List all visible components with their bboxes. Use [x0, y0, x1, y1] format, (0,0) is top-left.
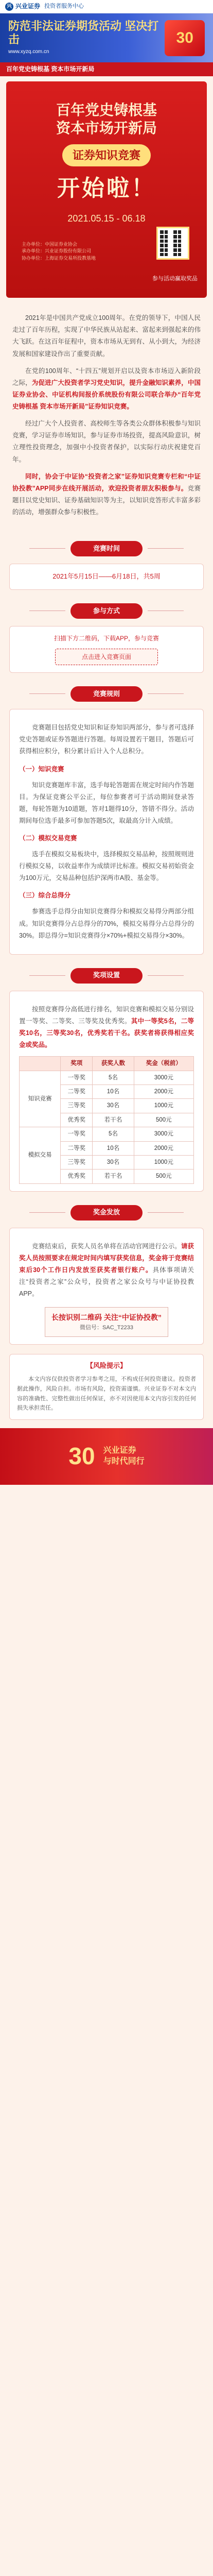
wechat-qr-box[interactable] [45, 1307, 168, 1337]
contest-time: 2021年5月15日——6月18日，共5周 [52, 572, 161, 581]
intro-highlight: 为促进广大投资者学习党史知识，提升金融知识素养，中国证券业协会、中证机构间报价系统股份有限公司联合举办“百年党史铸根基 资本市场开新局”证券知识竞赛。 [12, 379, 201, 411]
poster-orgs [22, 241, 96, 262]
intro-section [0, 303, 213, 528]
table-cell: 一等奖 [61, 1127, 93, 1141]
table-cell: 一等奖 [61, 1071, 93, 1084]
table-cell: 二等奖 [61, 1085, 93, 1099]
brand-name: 兴业证券 [15, 2, 41, 10]
table-header-row [20, 1057, 194, 1071]
table-cell: 若干名 [93, 1113, 134, 1127]
footer-anniversary-badge: 30 [68, 1443, 95, 1470]
award-card [9, 1228, 204, 1345]
intro-text: 在党的100周年、“十四五”规划开启以及资本市场迈入新阶段之际， [12, 367, 201, 386]
table-cell: 10名 [93, 1085, 134, 1099]
table-cell: 500元 [134, 1113, 193, 1127]
table-cell: 2000元 [134, 1085, 193, 1099]
time-card [9, 564, 204, 590]
section-header-prize: 奖项设置 [70, 968, 143, 984]
banner-headline: 防范非法证券期货活动 坚决打击 [8, 20, 159, 46]
footer-line: 兴业证券 [103, 1446, 136, 1455]
prize-card [9, 991, 204, 1192]
footer-slogan [103, 1446, 145, 1467]
prize-table [19, 1056, 194, 1184]
section-header-participate: 参与方式 [70, 603, 143, 619]
intro-text: 竞赛题目以党史知识、证券基础知识等为主，以知识竞答形式丰富多彩的活动，增强群众参与积极性。 [12, 484, 201, 516]
table-cell: 三等奖 [61, 1156, 93, 1170]
rules-card [9, 709, 204, 955]
footer-line: 与时代同行 [103, 1456, 145, 1466]
intro-paragraph-3: 经过广大个人投资者、高校师生等各类公众群体积极参与知识竞赛，学习证券市场知识，参与证券市场投资，提高风险意识，树立理性投资理念，加强中小投资者保护，以实际行动庆祝建党百年。 [12, 420, 201, 463]
table-header: 奖金（税前） [134, 1057, 193, 1071]
table-cell: 30名 [93, 1099, 134, 1113]
table-cell: 1000元 [134, 1099, 193, 1113]
section-header-rules: 竞赛规则 [70, 686, 143, 702]
prize-highlight: 其中一等奖5名，二等奖10名，三等奖30名，优秀奖若干名。获奖者将获得相应奖金或奖品。 [19, 1017, 194, 1049]
risk-text: 本文内容仅供投资者学习参考之用，不构成任何投资建议。投资者据此操作，风险自担。市场有风险，投资需谨慎。兴业证券不对本文内容的准确性、完整性做出任何保证，亦不对因使用本文内容引发的任何损失承担责任。 [17, 1376, 196, 1412]
column-strip: 百年党史铸根基 资本市场开新局 [0, 62, 213, 76]
table-cell: 3000元 [134, 1071, 193, 1084]
anniversary-badge: 30 [165, 20, 205, 56]
table-cell: 3000元 [134, 1127, 193, 1141]
table-cell: 30名 [93, 1156, 134, 1170]
table-group-cell: 知识竞赛 [20, 1071, 61, 1127]
table-group-cell: 模拟交易 [20, 1127, 61, 1184]
poster-org: 承办单位：兴业证券股份有限公司 [22, 248, 92, 254]
poster-start: 开始啦！ [57, 176, 156, 201]
risk-card [9, 1354, 204, 1420]
rule3-heading: （三）综合总得分 [19, 892, 71, 900]
poster-date: 2021.05.15 - 06.18 [67, 213, 146, 224]
award-text: 竞赛结束后，获奖人员名单将在活动官网进行公示。 [32, 1242, 181, 1250]
brand-logo [5, 2, 40, 11]
table-cell: 2000元 [134, 1141, 193, 1155]
intro-paragraph-2 [12, 365, 201, 413]
table-cell: 1000元 [134, 1156, 193, 1170]
intro-paragraph-1: 2021年是中国共产党成立100周年。在党的领导下，中国人民走过了百年历程，实现了中华民族从站起来、富起来到强起来的伟大飞跃。在这百年征程中，资本市场从无到有、从小到大，为经济发展和国家建设作出了重要贡献。 [12, 314, 201, 358]
rule3-text: 参赛选手总得分由知识竞赛得分和模拟交易得分两部分组成。知识竞赛得分占总得分的70%，模拟交易得分占总得分的30%。即总得分=知识竞赛得分×70%+模拟交易得分×30%。 [19, 908, 194, 939]
table-header: 奖项 [61, 1057, 93, 1071]
poster-org: 协办单位：上海证券交易所投教基地 [22, 255, 96, 261]
poster-title-line2: 资本市场开新局 [56, 120, 157, 137]
poster-title-line1: 百年党史铸根基 [56, 102, 157, 118]
participate-card [9, 626, 204, 673]
section-header-time: 竞赛时间 [70, 541, 143, 556]
brand-mark-icon: 兴 [5, 3, 13, 11]
table-row [20, 1127, 194, 1141]
table-cell: 三等奖 [61, 1099, 93, 1113]
contest-poster [6, 81, 207, 298]
poster-badge: 证券知识竞赛 [62, 144, 151, 166]
table-header [20, 1057, 61, 1071]
intro-highlight: 同时，协会于中证协“投资者之家”证券知识竞赛专栏和“中证协投教”APP同步在线开展活动，欢迎投资者朋友积极参与。 [12, 472, 201, 492]
poster-hint: 参与活动赢取奖品 [152, 275, 198, 282]
poster-qr-code-icon[interactable] [156, 227, 189, 260]
rule2-heading: （二）模拟交易竞赛 [19, 835, 77, 842]
enter-contest-button[interactable]: 点击进入竞赛页面 [55, 649, 158, 665]
prize-text: 按照竞赛得分高低进行排名，知识竞赛和模拟交易分别设置一等奖、二等奖、三等奖及优秀奖。 [19, 1005, 194, 1025]
footer-banner [0, 1428, 213, 1485]
table-cell: 5名 [93, 1071, 134, 1084]
participate-text: 扫描下方二维码，下载APP，参与竞赛 [54, 634, 159, 642]
top-banner [0, 13, 213, 62]
banner-url: www.xyzq.com.cn [8, 48, 49, 55]
table-cell: 优秀奖 [61, 1113, 93, 1127]
table-cell: 二等奖 [61, 1141, 93, 1155]
table-cell: 优秀奖 [61, 1170, 93, 1183]
wechat-id: 微信号：SAC_T2233 [80, 1324, 133, 1331]
award-paragraph [19, 1241, 194, 1300]
table-cell: 若干名 [93, 1170, 134, 1183]
rule1-text: 知识竞赛题库丰富，选手每轮答题需在规定时间内作答题目。为保证竞赛公平公正，每位参赛者可于活动期间登录答题，每轮答题为10道题，答对1题得10分，答错不得分。活动期间每位选手最多可参加答题5次，取最高分计入成绩。 [19, 781, 194, 824]
risk-title: 【风险提示】 [86, 1362, 127, 1370]
intro-paragraph-4 [12, 471, 201, 519]
rule1-heading: （一）知识竞赛 [19, 765, 64, 773]
qr-caption: 长按识别二维码 关注“中证协投教” [51, 1313, 162, 1322]
table-cell: 500元 [134, 1170, 193, 1183]
table-cell: 5名 [93, 1127, 134, 1141]
poster-org: 主办单位：中国证券业协会 [22, 241, 78, 247]
rules-intro: 竞赛题目包括党史知识和证券知识两部分，参与者可选择党史答题或证券答题进行答题。每周设置若干题目，答题后可获得相应积分，积分累计后计入个人总积分。 [19, 724, 194, 755]
topbar-subtitle: 投资者服务中心 [44, 3, 84, 9]
table-cell: 10名 [93, 1141, 134, 1155]
rule2-text: 选手在模拟交易板块中，选择模拟交易品种，按照规则进行模拟交易，以收益率作为成绩评比标准。模拟交易初始资金为100万元，交易品种包括沪深两市A股、基金等。 [19, 851, 194, 882]
top-bar [0, 0, 213, 13]
prize-intro [19, 1004, 194, 1052]
section-header-award: 奖金发放 [70, 1205, 143, 1221]
table-row [20, 1071, 194, 1084]
award-text: 具体事项请关注“投资者之家”公众号，投资者之家公众号与中证协投教APP。 [19, 1266, 194, 1298]
award-highlight: 请获奖人员按照要求在规定时间内填写获奖信息，奖金将于竞赛结束后30个工作日内发放至获奖者银行账户。 [19, 1242, 194, 1274]
table-header: 获奖人数 [93, 1057, 134, 1071]
